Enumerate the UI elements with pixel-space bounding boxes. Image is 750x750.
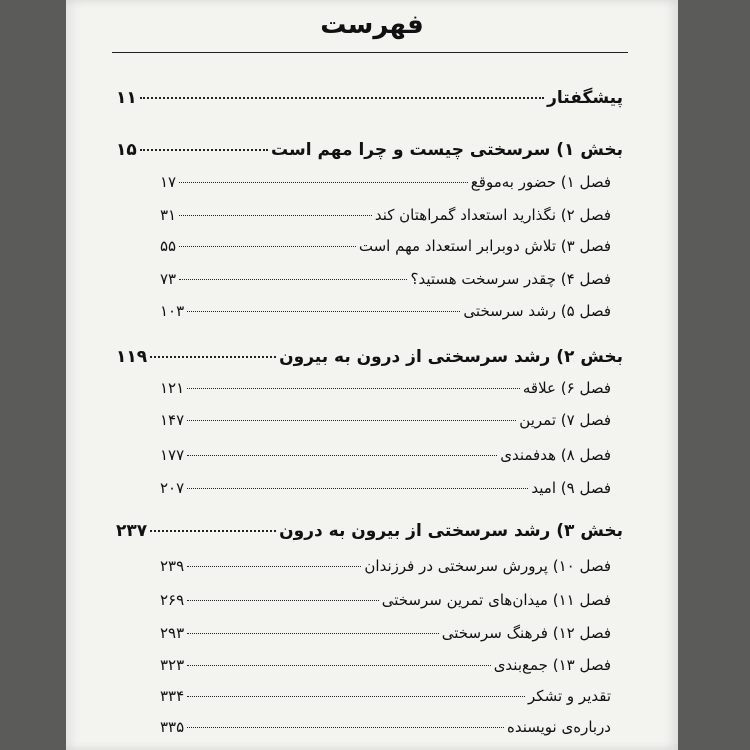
entry-label: فصل ۱۰) پرورش سرسختی در فرزندان xyxy=(364,557,611,575)
entry-label: بخش ۲) رشد سرسختی از درون به بیرون xyxy=(279,347,623,367)
title-divider xyxy=(112,52,628,53)
entry-page-number: ۱۷ xyxy=(160,173,177,191)
entry-page-number: ۳۲۳ xyxy=(160,656,185,674)
leader-dots xyxy=(187,388,520,389)
leader-dots xyxy=(140,149,268,151)
toc-entry-foreword xyxy=(116,88,623,108)
leader-dots xyxy=(187,600,379,601)
leader-dots xyxy=(179,182,468,183)
toc-entry-chapter-1 xyxy=(160,173,611,191)
entry-page-number: ۳۳۵ xyxy=(160,718,185,736)
leader-dots xyxy=(187,727,504,728)
leader-dots xyxy=(179,215,372,216)
page-title: فهرست xyxy=(320,10,424,40)
entry-label: فصل ۴) چقدر سرسخت هستید؟ xyxy=(410,270,611,288)
leader-dots xyxy=(150,356,276,358)
leader-dots xyxy=(179,279,407,280)
leader-dots xyxy=(150,530,276,532)
toc-entry-chapter-8 xyxy=(160,446,611,464)
entry-page-number: ۲۰۷ xyxy=(160,479,185,497)
entry-label: پیشگفتار xyxy=(547,88,623,108)
toc-entry-chapter-7 xyxy=(160,411,611,429)
toc-entry-chapter-9 xyxy=(160,479,611,497)
entry-page-number: ۱۷۷ xyxy=(160,446,185,464)
entry-label: فصل ۵) رشد سرسختی xyxy=(463,302,611,320)
toc-entry-chapter-6 xyxy=(160,379,611,397)
entry-page-number: ۱۱۹ xyxy=(116,347,148,367)
entry-label: فصل ۱۳) جمع‌بندی xyxy=(493,656,611,674)
entry-page-number: ۷۳ xyxy=(160,270,177,288)
entry-page-number: ۱۴۷ xyxy=(160,411,185,429)
entry-page-number: ۲۶۹ xyxy=(160,591,185,609)
toc-page xyxy=(66,0,678,750)
toc-entry-part-3 xyxy=(116,521,623,541)
entry-page-number: ۱۱ xyxy=(116,88,137,108)
toc-entry-part-1 xyxy=(116,140,623,160)
entry-label: فصل ۶) علاقه xyxy=(522,379,611,397)
leader-dots xyxy=(179,246,356,247)
entry-page-number: ۱۲۱ xyxy=(160,379,185,397)
leader-dots xyxy=(187,566,361,567)
toc-entry-chapter-11 xyxy=(160,591,611,609)
entry-page-number: ۱۵ xyxy=(116,140,137,160)
entry-label: فصل ۱۲) فرهنگ سرسختی xyxy=(441,624,611,642)
toc-entry-acknowledgments xyxy=(160,687,611,705)
entry-label: درباره‌ی نویسنده xyxy=(506,718,611,736)
toc-entry-part-2 xyxy=(116,347,623,367)
toc-entry-chapter-4 xyxy=(160,270,611,288)
entry-page-number: ۳۱ xyxy=(160,206,177,224)
entry-label: بخش ۱) سرسختی چیست و چرا مهم است xyxy=(271,140,623,160)
entry-label: فصل ۸) هدفمندی xyxy=(500,446,611,464)
entry-label: فصل ۲) نگذارید استعداد گمراهتان کند xyxy=(374,206,611,224)
entry-label: فصل ۱) حضور به‌موقع xyxy=(470,173,611,191)
entry-page-number: ۲۳۷ xyxy=(116,521,148,541)
entry-page-number: ۲۳۹ xyxy=(160,557,185,575)
leader-dots xyxy=(187,696,525,697)
toc-entry-chapter-10 xyxy=(160,557,611,575)
entry-page-number: ۵۵ xyxy=(160,237,177,255)
entry-label: فصل ۹) امید xyxy=(531,479,611,497)
leader-dots xyxy=(187,455,497,456)
entry-page-number: ۱۰۳ xyxy=(160,302,185,320)
toc-entry-chapter-5 xyxy=(160,302,611,320)
entry-label: فصل ۷) تمرین xyxy=(519,411,611,429)
leader-dots xyxy=(187,420,516,421)
leader-dots xyxy=(187,311,460,312)
entry-label: فصل ۳) تلاش دوبرابر استعداد مهم است xyxy=(358,237,611,255)
toc-entry-chapter-2 xyxy=(160,206,611,224)
toc-entry-chapter-12 xyxy=(160,624,611,642)
toc-entry-about-author xyxy=(160,718,611,736)
leader-dots xyxy=(187,488,528,489)
leader-dots xyxy=(187,665,491,666)
toc-entry-chapter-3 xyxy=(160,237,611,255)
leader-dots xyxy=(187,633,439,634)
toc-entry-chapter-13 xyxy=(160,656,611,674)
entry-page-number: ۲۹۳ xyxy=(160,624,185,642)
entry-label: تقدیر و تشکر xyxy=(528,687,611,705)
entry-label: بخش ۳) رشد سرسختی از بیرون به درون xyxy=(279,521,623,541)
leader-dots xyxy=(140,97,544,99)
entry-label: فصل ۱۱) میدان‌های تمرین سرسختی xyxy=(381,591,611,609)
entry-page-number: ۳۳۴ xyxy=(160,687,185,705)
